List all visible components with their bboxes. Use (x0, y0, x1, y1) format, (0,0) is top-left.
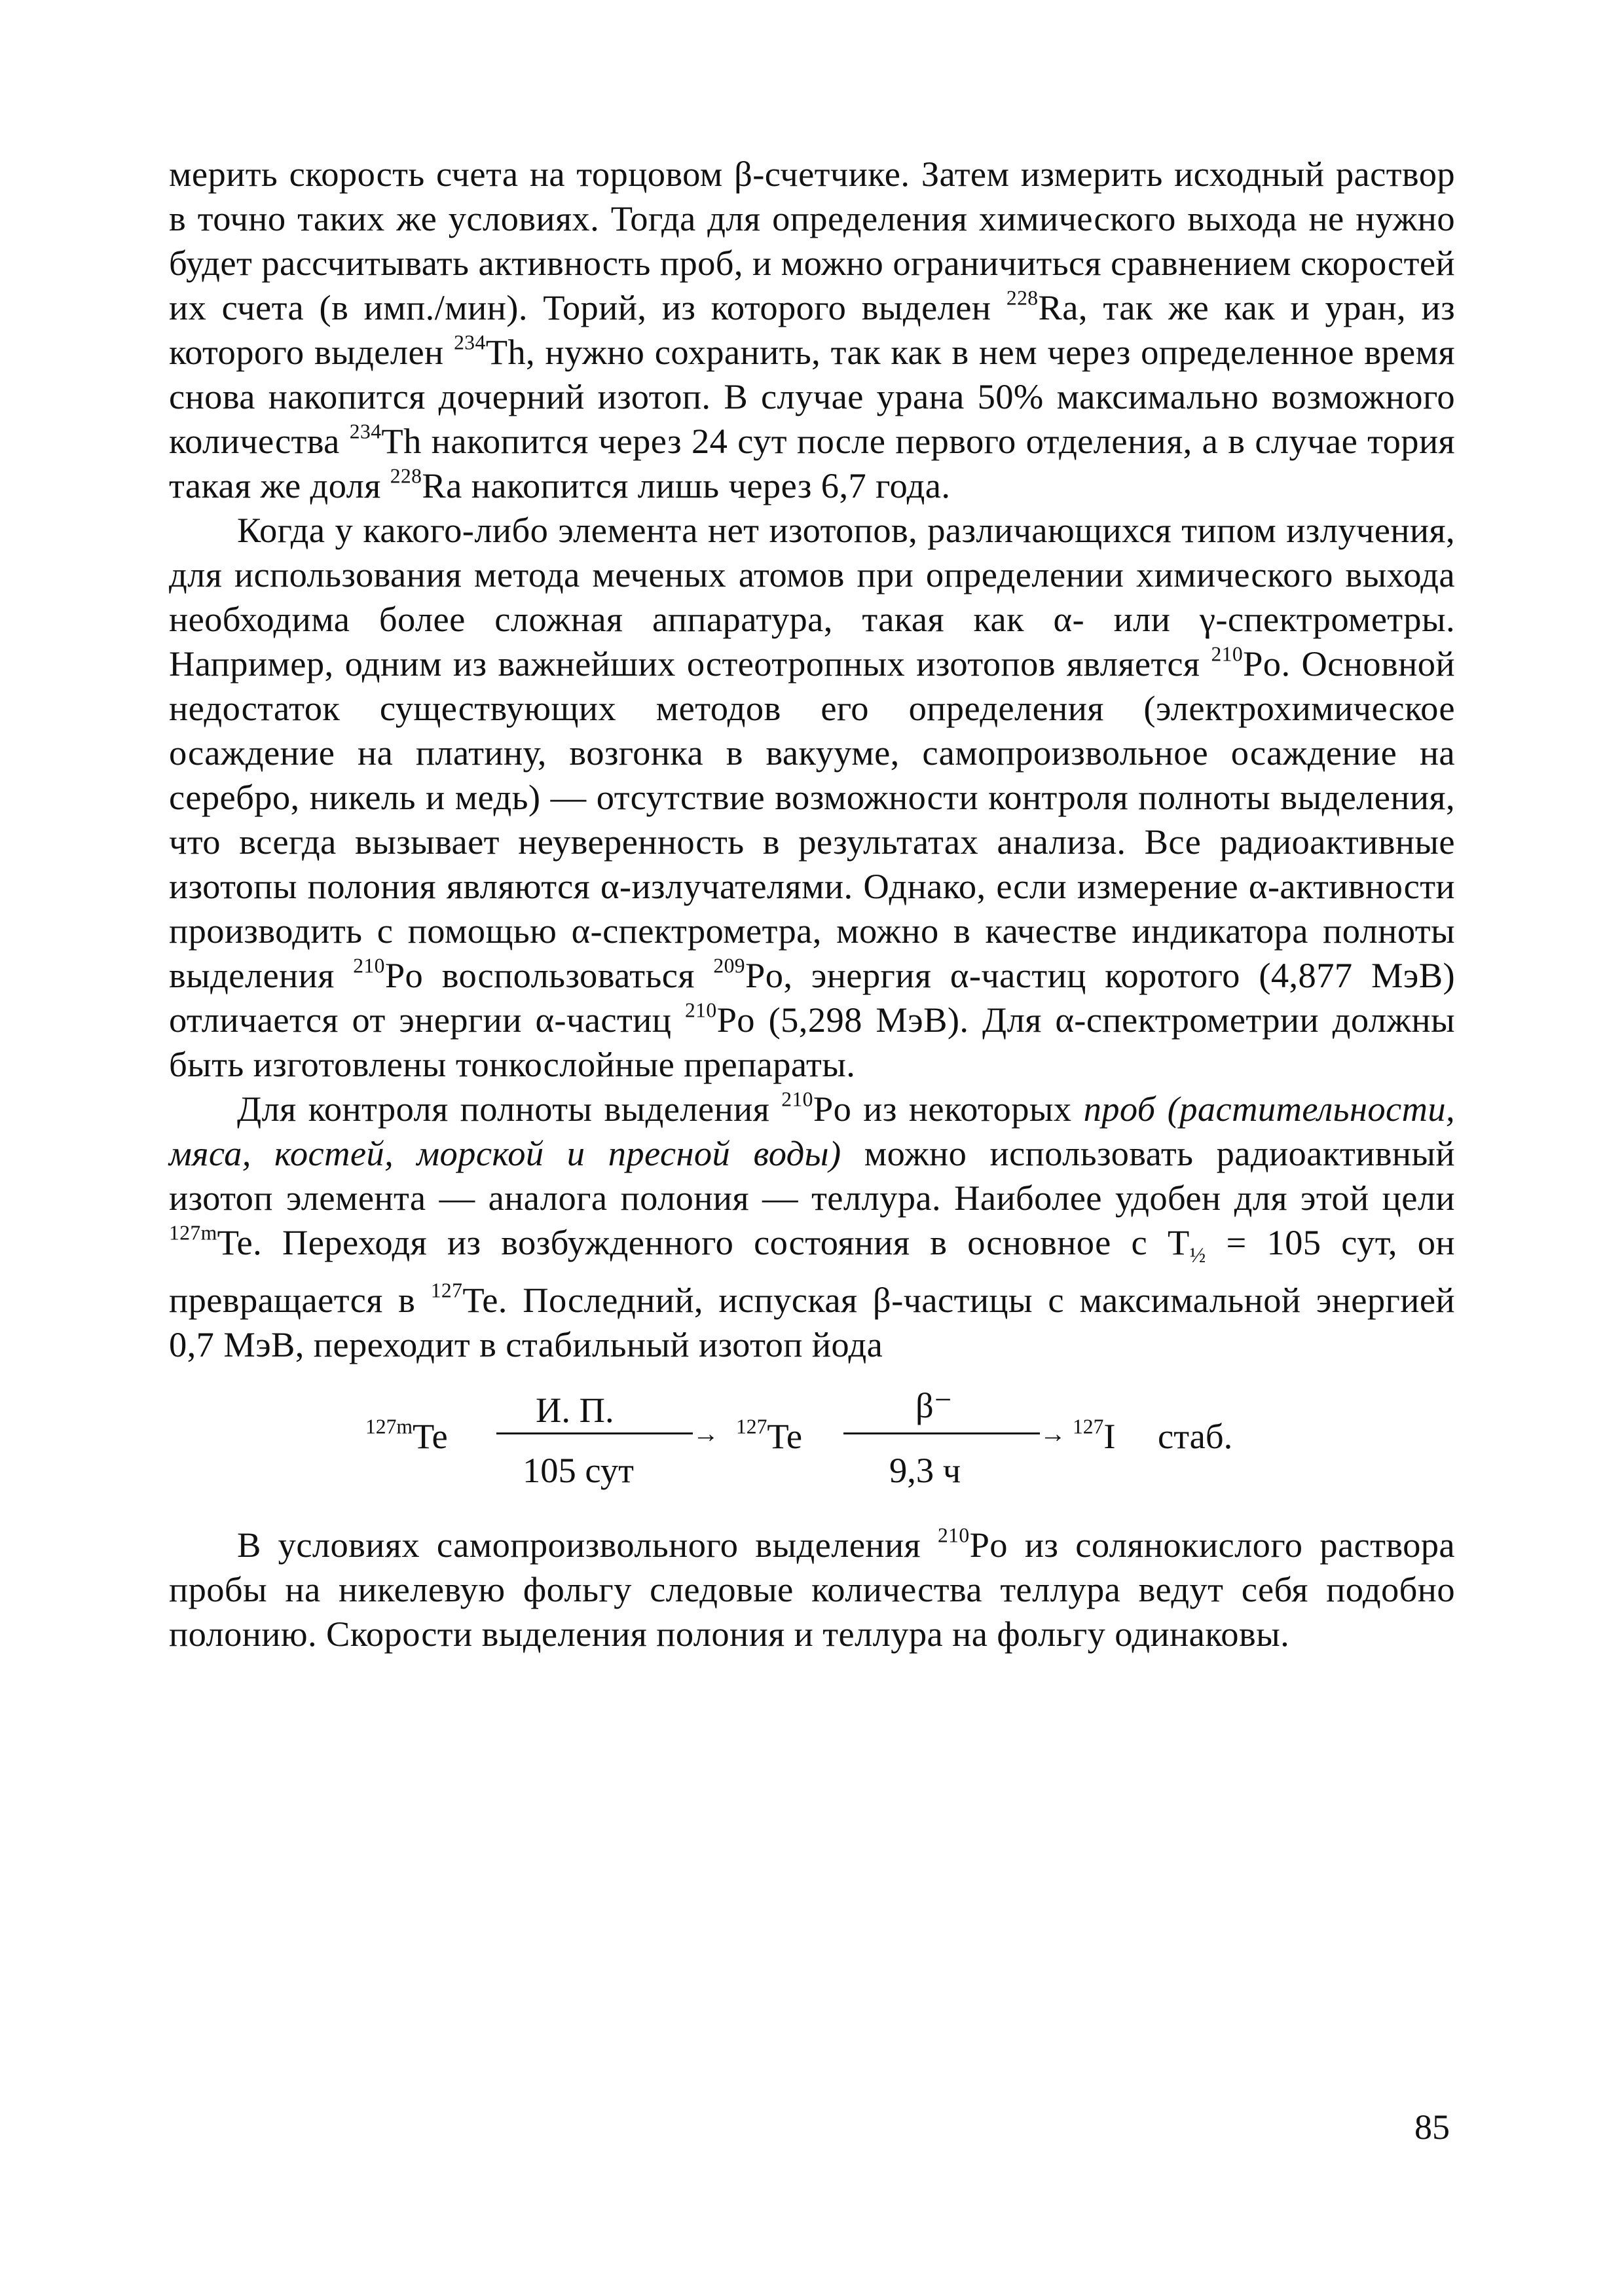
arrow-head-1: → (693, 1418, 719, 1448)
page-body (169, 152, 1455, 1656)
paragraph-3: Для контроля полноты выделения $^{210}$Po из некоторых проб (растительности, мяса, костей, морской и пресной воды) можно использовать радиоактивный изотоп элемента — аналога полония — теллура. Наиболее удобен для этой цели $^{127m}$Te. Переходя из возбужденного состояния в основное с $T_{\frac{1}{2}} = 105$ сут, он превращается в $^{127}$Te. Последний, испуская β-частицы с максимальной энергией 0,7 МэВ, переходит в стабильный изотоп йода (169, 1087, 1455, 1364)
arrow-head-2: → (1040, 1418, 1066, 1448)
decay-equation (169, 1370, 1455, 1519)
stable-label: стаб. (1158, 1415, 1233, 1456)
isotope-te127: $^{127}$Te (736, 1415, 803, 1456)
arrow-line-2 (843, 1432, 1040, 1434)
half-life-label-2: 9,3 ч (889, 1449, 961, 1490)
isotope-te127m: $^{127m}$Te (365, 1415, 448, 1456)
half-life-label-1: 105 сут (523, 1449, 634, 1490)
transition-label-beta: β⁻ (915, 1385, 953, 1425)
paragraph-2: Когда у какого-либо элемента нет изотопов, различающихся типом излучения, для использования метода меченых атомов при определении химического выхода необходима более сложная аппаратура, такая как α- или γ-спектрометры. Например, одним из важнейших остеотропных изотопов является $^{210}$Po. Основной недостаток существующих методов его определения (электрохимическое осаждение на платину, возгонка в вакууме, самопроизвольное осаждение на серебро, никель и медь) — отсутствие возможности контроля полноты выделения, что всегда вызывает неуверенность в результатах анализа. Все радиоактивные изотопы полония являются α-излучателями. Однако, если измерение α-активности производить с помощью α-спектрометра, можно в качестве индикатора полноты выделения $^{210}$Po воспользоваться $^{209}$Po, энергия α-частиц коротого (4,877 МэВ) отличается от энергии α-частиц $^{210}$Po (5,298 МэВ). Для α-спектрометрии должны быть изготовлены тонкослойные препараты. (169, 510, 1455, 1084)
transition-label-it: И. П. (536, 1389, 614, 1430)
paragraph-1: мерить скорость счета на торцовом β-счетчике. Затем измерить исходный раствор в точно таких же условиях. Тогда для определения химического выхода не нужно будет рассчитывать активность проб, и можно ограничиться сравнением скоростей их счета (в имп./мин). Торий, из которого выделен $^{228}$Ra, так же как и уран, из которого выделен $^{234}$Th, нужно сохранить, так как в нем через определенное время снова накопится дочерний изотоп. В случае урана 50% максимально возможного количества $^{234}$Th накопится через 24 сут после первого отделения, а в случае тория такая же доля $^{228}$Ra накопится лишь через 6,7 года. (169, 154, 1456, 505)
page-number: 85 (1414, 2107, 1450, 2147)
isotope-i127: $^{127}$I (1073, 1415, 1116, 1456)
paragraph-4: В условиях самопроизвольного выделения $^{210}$Po из солянокислого раствора пробы на никелевую фольгу следовые количества теллура ведут себя подобно полонию. Скорости выделения полония и теллура на фольгу одинаковы. (169, 1523, 1455, 1654)
arrow-line-1 (496, 1432, 693, 1434)
